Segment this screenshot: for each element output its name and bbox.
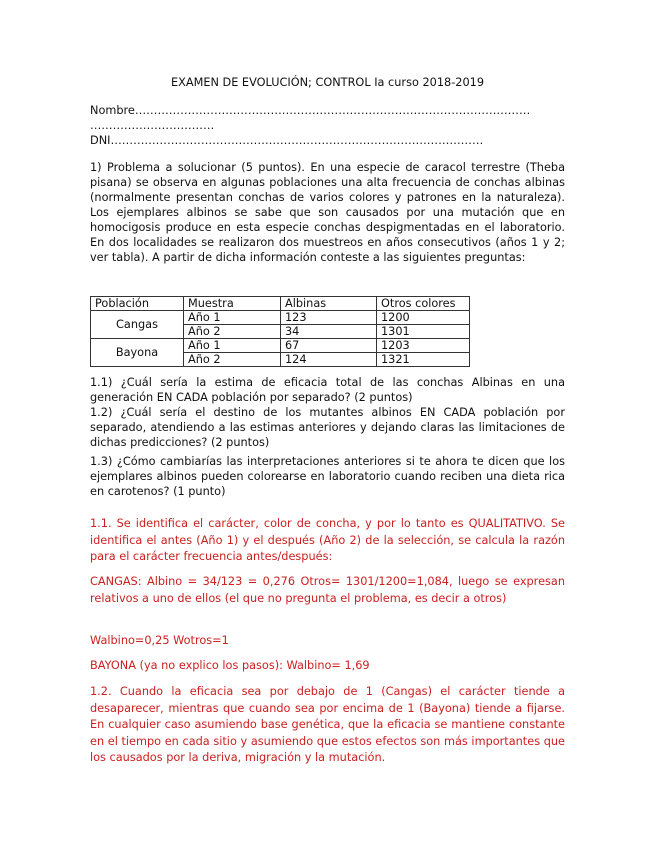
dni-field-line: DNI………………………………………………………………………………………	[90, 134, 484, 147]
table-cell: 67	[281, 339, 377, 353]
table-header-cell: Albinas	[281, 297, 377, 311]
answer-1-1: 1.1. Se identifica el carácter, color de concha, y por lo tanto es QUALITATIVO. Se identifica el antes (Año 1) y el después (Año 2) de la selección, se calcula la razón para el carácter frecuencia antes/después:	[90, 517, 565, 563]
answer-bayona: BAYONA (ya no explico los pasos): Walbino= 1,69	[90, 659, 370, 672]
data-table	[90, 296, 470, 367]
table-cell: 34	[281, 325, 377, 339]
table-cell: 1321	[377, 353, 470, 367]
table-header-row	[91, 297, 470, 311]
table-row	[91, 339, 470, 353]
table-cell: Año 1	[184, 339, 281, 353]
table-cell: 1200	[377, 311, 470, 325]
table-cell: 123	[281, 311, 377, 325]
table-cell: 124	[281, 353, 377, 367]
population-cell: Cangas	[91, 311, 184, 339]
answer-1-2: 1.2. Cuando la eficacia sea por debajo de 1 (Cangas) el carácter tiende a desaparecer, mientras que cuando sea por encima de 1 (Bayona) tiende a fijarse. En cualquier caso asumiendo base genética, que la eficacia se mantiene constante en el tiempo en cada sitio y asumiendo que estos efectos son más importantes que los causados por la deriva, migración y la mutación.	[90, 685, 565, 764]
exam-title: EXAMEN DE EVOLUCIÓN; CONTROL Ia curso 2018-2019	[170, 76, 485, 89]
problem-statement: 1) Problema a solucionar (5 puntos). En una especie de caracol terrestre (Theba pisana) se observa en algunas poblaciones una alta frecuencia de conchas albinas (normalmente presentan conchas de varios colores y patrones en la naturaleza). Los ejemplares albinos se sabe que son causados por una mutación que en homocigosis produce en esta especie conchas despigmentadas en el laboratorio. En dos localidades se realizaron dos muestreos en años consecutivos (años 1 y 2; ver tabla). A partir de dicha información conteste a las siguientes preguntas:	[90, 161, 565, 264]
name-field-line: Nombre……………………………………………………………………………………………	[90, 104, 531, 117]
table-cell: Año 1	[184, 311, 281, 325]
table-cell: 1301	[377, 325, 470, 339]
question-1-3: 1.3) ¿Cómo cambiarías las interpretaciones anteriores si te ahora te dicen que los ejemplares albinos pueden colorearse en laboratorio cuando reciben una dieta rica en carotenos? (1 punto)	[90, 455, 565, 498]
table-cell: 1203	[377, 339, 470, 353]
table-header-cell: Otros colores	[377, 297, 470, 311]
question-1-1: 1.1) ¿Cuál sería la estima de eficacia total de las conchas Albinas en una generación EN CADA población por separado? (2 puntos)	[90, 376, 565, 404]
table-header-cell: Muestra	[184, 297, 281, 311]
population-cell: Bayona	[91, 339, 184, 367]
question-1-2: 1.2) ¿Cuál sería el destino de los mutantes albinos EN CADA población por separado, atendiendo a las estimas anteriores y dejando claras las limitaciones de dichas predicciones? (2 puntos)	[90, 406, 565, 449]
name-field-continuation: ……………………………	[90, 119, 215, 132]
table-cell: Año 2	[184, 325, 281, 339]
table-header-cell: Población	[91, 297, 184, 311]
table-cell: Año 2	[184, 353, 281, 367]
answer-cangas: CANGAS: Albino = 34/123 = 0,276 Otros= 1301/1200=1,084, luego se expresan relativos a uno de ellos (el que no pregunta el problema, es decir a otros)	[90, 575, 565, 605]
answer-w-values: Walbino=0,25 Wotros=1	[90, 634, 229, 647]
table-row	[91, 311, 470, 325]
